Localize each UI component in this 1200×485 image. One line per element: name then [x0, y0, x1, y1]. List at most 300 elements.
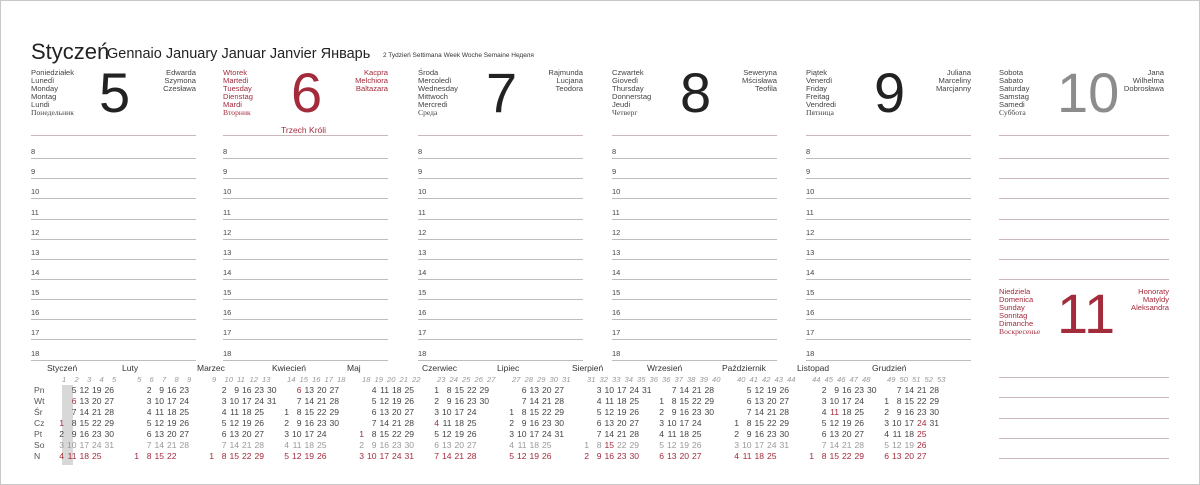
hour-column [31, 139, 196, 361]
hour-row[interactable] [806, 320, 971, 340]
mini-day: 11 [605, 396, 614, 406]
mini-day: 7 [821, 440, 827, 450]
hour-row[interactable] [418, 220, 583, 240]
hour-label: 9 [806, 167, 811, 177]
day-nameday: Jana Wilhelma Dobrosława [1123, 68, 1164, 94]
mini-day: 20 [391, 407, 402, 417]
mini-day: 26 [104, 385, 114, 395]
hour-label: 11 [418, 207, 426, 217]
mini-day: 10 [366, 451, 377, 461]
mini-day: 3 [821, 396, 827, 406]
mini-day: 8 [146, 451, 152, 461]
mini-day: 28 [554, 396, 564, 406]
mini-day: 24 [691, 418, 702, 428]
hour-row[interactable] [806, 240, 971, 260]
mini-day: 14 [904, 385, 914, 395]
mini-day: 8 [371, 429, 377, 439]
week-number: 8 [174, 375, 179, 384]
mini-day: 26 [316, 451, 327, 461]
week-number: 19 [374, 375, 383, 384]
hour-row[interactable] [418, 199, 583, 219]
mini-day: 16 [754, 429, 764, 439]
day-number: 10 [1057, 61, 1120, 124]
holiday-label: Trzech Króli [281, 125, 327, 135]
mini-day: 15 [679, 396, 689, 406]
mini-day: 20 [679, 451, 689, 461]
hour-row[interactable] [418, 300, 583, 320]
mini-day: 30 [629, 451, 639, 461]
mini-day: 2 [584, 451, 589, 461]
day-nameday: Kacpra Melchiora Baltazara [355, 68, 388, 94]
hour-row[interactable] [806, 340, 971, 360]
hour-row[interactable] [31, 220, 196, 240]
hour-row[interactable] [612, 320, 777, 340]
mini-day: 12 [79, 385, 89, 395]
mini-day: 15 [154, 451, 164, 461]
mini-day: 15 [754, 418, 764, 428]
mini-day: 22 [616, 440, 627, 450]
week-number: 41 [749, 375, 758, 384]
mini-day: 11 [155, 407, 164, 417]
mini-day: 11 [517, 440, 527, 450]
month-title: Styczeń [31, 39, 110, 64]
mini-day: 25 [916, 429, 927, 439]
mini-day: 25 [316, 440, 327, 450]
week-number: 38 [687, 375, 696, 384]
note-line[interactable] [999, 358, 1169, 378]
hour-row[interactable] [612, 340, 777, 360]
mini-day: 27 [329, 385, 339, 395]
week-number: 50 [899, 375, 908, 384]
day-names: Środa Mercoledì Wednesday Mittwoch Mercredi Среда [418, 68, 458, 118]
mini-day: 3 [146, 396, 152, 406]
hour-row[interactable] [418, 320, 583, 340]
mini-day: 4 [371, 385, 377, 395]
week-number: 23 [437, 375, 446, 384]
mini-day: 1 [434, 385, 439, 395]
mini-day: 29 [854, 451, 864, 461]
mini-day: 25 [404, 385, 414, 395]
week-number: 52 [924, 375, 933, 384]
mini-day: 21 [841, 440, 852, 450]
hour-row[interactable] [806, 220, 971, 240]
hour-row[interactable] [612, 280, 777, 300]
hour-row[interactable] [223, 199, 388, 219]
mini-day: 26 [254, 418, 264, 428]
hour-row[interactable] [31, 240, 196, 260]
hour-row[interactable] [223, 260, 388, 280]
mini-day: 6 [596, 418, 602, 428]
week-number: 51 [912, 375, 921, 384]
hour-label: 8 [806, 147, 811, 157]
hour-row[interactable] [612, 159, 777, 179]
hour-row[interactable] [418, 240, 583, 260]
mini-month-name: Czerwiec [422, 363, 457, 373]
mini-day: 6 [434, 440, 439, 450]
mini-day: 19 [841, 418, 852, 428]
mini-day: 13 [666, 451, 677, 461]
mini-day: 14 [441, 451, 452, 461]
mini-day: 20 [166, 429, 177, 439]
hour-row[interactable] [806, 139, 971, 159]
mini-day: 16 [379, 440, 389, 450]
hour-row[interactable] [31, 159, 196, 179]
hour-label: 15 [418, 288, 427, 298]
mini-day: 2 [284, 418, 289, 428]
week-number: 24 [449, 375, 458, 384]
mini-day: 29 [479, 385, 489, 395]
hour-label: 10 [806, 187, 815, 197]
mini-day: 27 [104, 396, 114, 406]
hour-row[interactable] [223, 280, 388, 300]
sunday-lines [999, 358, 1169, 459]
mini-day: 15 [829, 451, 839, 461]
hour-label: 11 [612, 207, 620, 217]
hour-row[interactable] [806, 179, 971, 199]
hour-row[interactable] [31, 139, 196, 159]
mini-day: 17 [841, 396, 852, 406]
week-number: 3 [87, 375, 92, 384]
week-number: 36 [649, 375, 658, 384]
hour-label: 14 [223, 267, 232, 277]
mini-day: 13 [154, 429, 164, 439]
mini-day: 8 [671, 396, 677, 406]
mini-day: 4 [221, 407, 227, 417]
hour-row[interactable] [31, 340, 196, 360]
mini-day: 7 [596, 429, 602, 439]
mini-day: 13 [829, 429, 839, 439]
mini-day: 21 [766, 407, 777, 417]
mini-day: 20 [316, 385, 327, 395]
mini-day: 29 [629, 440, 639, 450]
mini-day: 19 [241, 418, 252, 428]
mini-day: 1 [884, 396, 889, 406]
mini-day: 20 [241, 429, 252, 439]
hour-row[interactable] [806, 280, 971, 300]
hour-row[interactable] [418, 159, 583, 179]
mini-day: 23 [316, 418, 327, 428]
mini-day: 12 [891, 440, 902, 450]
week-number: 2 [74, 375, 79, 384]
mini-day: 23 [179, 385, 189, 395]
hour-row[interactable] [612, 240, 777, 260]
mini-day: 29 [779, 418, 789, 428]
note-line[interactable] [999, 378, 1169, 398]
hour-row[interactable] [31, 179, 196, 199]
mini-day: 20 [616, 418, 627, 428]
mini-day: 22 [391, 429, 402, 439]
mini-day: 20 [841, 429, 852, 439]
mini-day: 30 [929, 407, 939, 417]
mini-day: 8 [296, 407, 302, 417]
hour-row[interactable] [223, 220, 388, 240]
mini-day: 25 [466, 418, 477, 428]
mini-day: 4 [596, 396, 602, 406]
mini-day: 12 [516, 451, 527, 461]
mini-day: 29 [929, 396, 939, 406]
mini-day: 1 [134, 451, 139, 461]
mini-day: 25 [541, 440, 552, 450]
mini-day: 15 [904, 396, 914, 406]
hour-row[interactable] [31, 260, 196, 280]
mini-day: 6 [71, 396, 77, 406]
mini-day: 6 [371, 407, 377, 417]
mini-day: 2 [221, 385, 227, 395]
week-label: 2 Tydzień Settimana Week Woche Semaine Неделя [383, 52, 534, 59]
mini-day: 22 [916, 396, 927, 406]
hour-row[interactable] [806, 199, 971, 219]
mini-day: 23 [616, 451, 627, 461]
mini-day: 14 [529, 396, 539, 406]
mini-day: 4 [509, 440, 514, 450]
week-number: 20 [387, 375, 396, 384]
week-number: 30 [549, 375, 558, 384]
mini-day: 23 [766, 429, 777, 439]
mini-day: 28 [466, 451, 477, 461]
mini-day: 16 [529, 418, 539, 428]
note-line[interactable] [999, 179, 1169, 199]
mini-day: 19 [616, 407, 627, 417]
week-number: 39 [699, 375, 708, 384]
hour-row[interactable] [612, 179, 777, 199]
mini-day: 10 [829, 396, 839, 406]
hour-label: 13 [418, 247, 427, 257]
mini-day: 16 [79, 429, 89, 439]
mini-day: 24 [916, 418, 927, 428]
mini-day: 2 [59, 429, 64, 439]
hour-row[interactable] [806, 300, 971, 320]
hour-row[interactable] [223, 300, 388, 320]
hour-row[interactable] [223, 179, 388, 199]
hour-row[interactable] [418, 340, 583, 360]
mini-day: 4 [884, 429, 889, 439]
mini-month-name: Wrzesień [647, 363, 683, 373]
note-line[interactable] [999, 199, 1169, 219]
week-number: 40 [737, 375, 746, 384]
mini-day: 1 [284, 407, 289, 417]
hour-label: 13 [31, 247, 40, 257]
mini-day: 15 [304, 407, 314, 417]
hour-row[interactable] [223, 159, 388, 179]
mini-day: 19 [679, 440, 689, 450]
week-number: 40 [712, 375, 721, 384]
mini-day: 14 [829, 440, 839, 450]
mini-day: 9 [521, 418, 527, 428]
hour-label: 18 [418, 348, 427, 358]
mini-day: 5 [221, 418, 227, 428]
hour-row[interactable] [612, 260, 777, 280]
mini-month-name: Lipiec [497, 363, 520, 373]
mini-day: 28 [179, 440, 189, 450]
mini-day: 23 [541, 418, 552, 428]
note-line[interactable] [999, 439, 1169, 459]
hour-row[interactable] [418, 179, 583, 199]
hour-label: 15 [31, 288, 40, 298]
week-number: 1 [62, 375, 67, 384]
mini-day: 25 [691, 429, 702, 439]
mini-day: 23 [254, 385, 264, 395]
hour-label: 12 [612, 227, 621, 237]
mini-day: 13 [441, 440, 452, 450]
note-line[interactable] [999, 419, 1169, 439]
note-line[interactable] [999, 159, 1169, 179]
mini-day: 29 [404, 429, 414, 439]
note-line[interactable] [999, 260, 1169, 280]
mini-day: 21 [691, 385, 702, 395]
mini-day: 22 [766, 418, 777, 428]
day-number: 7 [486, 61, 518, 124]
hour-row[interactable] [418, 280, 583, 300]
mini-day: 16 [241, 385, 252, 395]
day-header-line [31, 135, 196, 136]
hour-row[interactable] [31, 320, 196, 340]
mini-day: 31 [266, 396, 277, 406]
hour-label: 9 [31, 167, 36, 177]
day-names: Piątek Venerdì Friday Freitag Vendredi Пятница [806, 68, 836, 118]
hour-row[interactable] [612, 300, 777, 320]
note-line[interactable] [999, 240, 1169, 260]
mini-day: 7 [434, 451, 439, 461]
mini-day: 3 [59, 440, 64, 450]
day-nameday: Seweryna Mścisława Teofila [741, 68, 777, 94]
mini-day: 7 [221, 440, 227, 450]
mini-day: 4 [146, 407, 152, 417]
day-names: Czwartek Giovedì Thursday Donnerstag Jeudi Четверг [612, 68, 652, 118]
mini-day: 5 [596, 407, 602, 417]
hour-label: 12 [223, 227, 232, 237]
day-number: 6 [291, 61, 323, 124]
mini-day: 10 [229, 396, 239, 406]
mini-day: 26 [466, 429, 477, 439]
mini-day: 28 [704, 385, 714, 395]
mini-day: 27 [916, 451, 927, 461]
hour-row[interactable] [806, 260, 971, 280]
mini-day: 1 [809, 451, 814, 461]
hour-row[interactable] [612, 139, 777, 159]
mini-day: 13 [79, 396, 89, 406]
mini-day: 19 [904, 440, 914, 450]
mini-day: 17 [379, 451, 389, 461]
mini-day: 6 [521, 385, 527, 395]
mini-day: 20 [904, 451, 914, 461]
mini-day: 8 [746, 418, 752, 428]
mini-day: 1 [209, 451, 214, 461]
mini-day: 12 [154, 418, 164, 428]
mini-day: 18 [391, 385, 402, 395]
mini-day: 31 [104, 440, 114, 450]
hour-label: 18 [31, 348, 40, 358]
mini-day: 19 [91, 385, 102, 395]
mini-day: 14 [154, 440, 164, 450]
day-nameday: Rajmunda Lucjana Teodora [548, 68, 583, 94]
mini-day: 21 [391, 418, 402, 428]
note-line[interactable] [999, 398, 1169, 418]
mini-day: 23 [466, 396, 477, 406]
mini-day: 28 [929, 385, 939, 395]
mini-day: 2 [734, 429, 739, 439]
hour-row[interactable] [418, 139, 583, 159]
note-line[interactable] [999, 139, 1169, 159]
hour-row[interactable] [223, 340, 388, 360]
mini-day: 10 [891, 418, 902, 428]
mini-day: 11 [380, 385, 389, 395]
mini-day: 10 [154, 396, 164, 406]
mini-day: 31 [929, 418, 939, 428]
mini-day: 2 [509, 418, 514, 428]
week-number: 27 [487, 375, 496, 384]
hour-row[interactable] [612, 220, 777, 240]
mini-day: 5 [284, 451, 289, 461]
hour-label: 15 [612, 288, 621, 298]
mini-day: 16 [904, 407, 914, 417]
hour-row[interactable] [31, 300, 196, 320]
mini-month-name: Maj [347, 363, 361, 373]
week-number: 49 [887, 375, 896, 384]
mini-day: 14 [679, 385, 689, 395]
month-translations: Gennaio January Januar Janvier Январь [107, 46, 371, 62]
mini-day: 29 [329, 407, 339, 417]
hour-label: 9 [223, 167, 228, 177]
mini-day: 22 [691, 396, 702, 406]
sunday-nameday: Honoraty Matyldy Aleksandra [1131, 287, 1169, 313]
day-nameday: Juliana Marceliny Marcjanny [935, 68, 971, 94]
hour-row[interactable] [223, 320, 388, 340]
hour-row[interactable] [31, 280, 196, 300]
mini-day: 7 [146, 440, 152, 450]
mini-day: 17 [904, 418, 914, 428]
hour-row[interactable] [418, 260, 583, 280]
mini-day: 15 [79, 418, 89, 428]
mini-day: 22 [466, 385, 477, 395]
hour-row[interactable] [806, 159, 971, 179]
mini-day: 11 [292, 440, 302, 450]
hour-label: 8 [31, 147, 36, 157]
weekday-abbr: So [34, 440, 45, 450]
hour-row[interactable] [31, 199, 196, 219]
hour-label: 15 [223, 288, 232, 298]
mini-day: 23 [916, 407, 927, 417]
mini-day: 9 [159, 385, 164, 395]
hour-row[interactable] [612, 199, 777, 219]
week-number: 21 [399, 375, 408, 384]
note-line[interactable] [999, 220, 1169, 240]
hour-label: 8 [612, 147, 617, 157]
week-number: 33 [612, 375, 621, 384]
week-number: 5 [112, 375, 117, 384]
mini-day: 21 [916, 385, 927, 395]
hour-row[interactable] [223, 139, 388, 159]
week-number: 42 [762, 375, 771, 384]
hour-label: 18 [806, 348, 815, 358]
mini-day: 3 [596, 385, 602, 395]
mini-day: 5 [509, 451, 514, 461]
mini-day: 24 [254, 396, 264, 406]
mini-day: 9 [596, 451, 602, 461]
week-number: 5 [137, 375, 142, 384]
hour-row[interactable] [223, 240, 388, 260]
mini-day: 6 [821, 429, 827, 439]
mini-day: 14 [79, 407, 89, 417]
mini-month-name: Sierpień [572, 363, 604, 373]
mini-day: 4 [659, 429, 664, 439]
week-number: 18 [362, 375, 371, 384]
mini-day: 31 [404, 451, 414, 461]
mini-day: 12 [441, 429, 452, 439]
mini-day: 16 [604, 451, 614, 461]
mini-day: 11 [830, 407, 839, 417]
hour-label: 17 [612, 328, 621, 338]
saturday-lines [999, 139, 1169, 280]
